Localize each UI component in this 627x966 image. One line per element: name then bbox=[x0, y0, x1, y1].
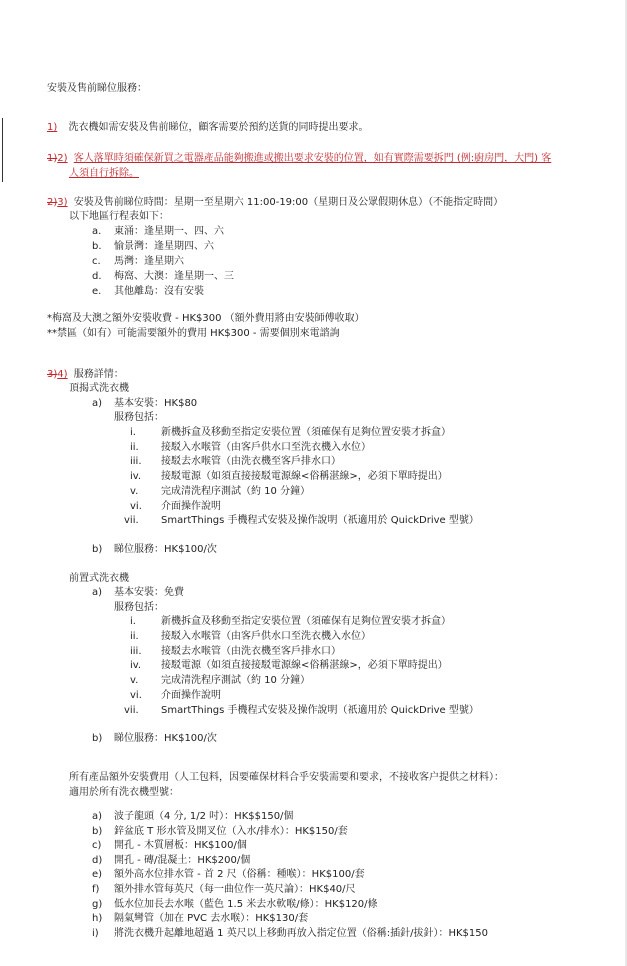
charge-item: 開孔 - 木質層板：HK$100/個 bbox=[114, 840, 247, 851]
schedule-item: 馬灣：逢星期六 bbox=[114, 256, 184, 267]
item-2-new-number: 2) bbox=[57, 153, 68, 164]
item-4-old-number: 3) bbox=[47, 369, 58, 380]
item-3 bbox=[47, 195, 503, 210]
step-text: 新機拆盒及移動至指定安裝位置（須確保有足夠位置安裝才拆盒） bbox=[161, 427, 451, 438]
step-text: 完成清洗程序測試（約 10 分鐘） bbox=[161, 486, 311, 497]
step-text: 接駁電源（如須直接接駁電源線<俗稱湛線>，必須下單時提出） bbox=[161, 660, 448, 671]
top-load-site-visit: 睇位服務：HK$100/次 bbox=[114, 544, 217, 555]
item-3-line1: 安裝及售前睇位時間：星期一至星期六 11:00-19:00（星期日及公眾假期休息）（不能指定時間） bbox=[73, 197, 504, 208]
step-text: 接駁去水喉管（由洗衣機至客戶排水口） bbox=[161, 456, 341, 467]
front-load-title: 前置式洗衣機 bbox=[69, 573, 129, 584]
top-load-b-mark: b) bbox=[92, 544, 103, 555]
schedule-mark: c. bbox=[92, 256, 101, 267]
item-1 bbox=[47, 120, 368, 135]
step-text: 新機拆盒及移動至指定安裝位置（須確保有足夠位置安裝才拆盒） bbox=[161, 616, 451, 627]
front-load-a-mark: a) bbox=[92, 587, 103, 598]
step-text: 完成清洗程序測試（約 10 分鐘） bbox=[161, 675, 311, 686]
charge-mark: i) bbox=[92, 928, 99, 939]
charge-item: 波子龍頭（4 分, 1/2 吋）：HK$$150/個 bbox=[114, 811, 294, 822]
charge-mark: f) bbox=[92, 884, 100, 895]
schedule-item: 其他離島：沒有安裝 bbox=[114, 286, 204, 297]
charge-item: 低水位加長去水喉（藍色 1.5 米去水軟喉/條）：HK$120/條 bbox=[114, 899, 378, 910]
front-load-b-mark: b) bbox=[92, 733, 103, 744]
item-3-old-number: 2) bbox=[47, 197, 58, 208]
schedule-item: 愉景灣：逢星期四、六 bbox=[114, 241, 214, 252]
top-load-title: 頂揭式洗衣機 bbox=[69, 383, 129, 394]
schedule-mark: d. bbox=[92, 271, 102, 282]
top-load-basic-install: 基本安裝：HK$80 bbox=[114, 398, 198, 409]
charge-mark: e) bbox=[92, 869, 103, 880]
charge-item: 將洗衣機升起離地超過 1 英尺以上移動再放入指定位置（俗稱:插針/拔針）：HK$150 bbox=[114, 928, 488, 939]
step-text: SmartThings 手機程式安裝及操作說明（祇適用於 QuickDrive 型號） bbox=[161, 705, 479, 716]
front-load-site-visit: 睇位服務：HK$100/次 bbox=[114, 733, 217, 744]
item-4 bbox=[47, 367, 124, 382]
note-2: **禁區（如有）可能需要額外的費用 HK$300 - 需要個別來電諮詢 bbox=[47, 328, 340, 339]
step-mark: ii. bbox=[130, 442, 139, 453]
schedule-item: 東涌：逢星期一、四、六 bbox=[114, 226, 224, 237]
schedule-mark: b. bbox=[92, 241, 102, 252]
step-mark: vi. bbox=[130, 690, 142, 701]
step-mark: vii. bbox=[124, 515, 139, 526]
step-mark: iv. bbox=[130, 471, 142, 482]
item-2-line2: 人須自行拆除。 bbox=[69, 168, 139, 179]
step-mark: iii. bbox=[130, 646, 142, 657]
extra-charges-scope: 適用於所有洗衣機型號： bbox=[69, 787, 179, 798]
step-mark: v. bbox=[130, 486, 139, 497]
step-mark: vi. bbox=[130, 501, 142, 512]
step-text: 接駁電源（如須直接接駁電源線<俗稱湛線>，必須下單時提出） bbox=[161, 471, 448, 482]
item-3-line2: 以下地區行程表如下： bbox=[69, 211, 169, 222]
step-mark: ii. bbox=[130, 631, 139, 642]
revision-bar bbox=[2, 118, 3, 182]
top-load-includes: 服務包括： bbox=[114, 412, 164, 423]
charge-mark: a) bbox=[92, 811, 103, 822]
step-mark: i. bbox=[130, 616, 136, 627]
charge-item: 額外高水位排水管 - 首 2 尺（俗稱：種喉）：HK$100/套 bbox=[114, 869, 365, 880]
item-3-new-number: 3) bbox=[57, 197, 68, 208]
item-2-old-number: 1) bbox=[47, 153, 58, 164]
front-load-includes: 服務包括： bbox=[114, 602, 164, 613]
top-load-a-mark: a) bbox=[92, 398, 103, 409]
schedule-item: 梅窩、大澳：逢星期一、三 bbox=[114, 271, 234, 282]
item-4-new-number: 4) bbox=[57, 369, 68, 380]
step-text: 接駁去水喉管（由洗衣機至客戶排水口） bbox=[161, 646, 341, 657]
charge-mark: g) bbox=[92, 899, 103, 910]
step-text: 介面操作說明 bbox=[161, 501, 221, 512]
step-mark: v. bbox=[130, 675, 139, 686]
section-title: 安裝及售前睇位服務： bbox=[47, 83, 147, 94]
front-load-basic-install: 基本安裝：免費 bbox=[114, 587, 184, 598]
charge-mark: b) bbox=[92, 826, 103, 837]
charge-mark: h) bbox=[92, 913, 103, 924]
charge-item: 開孔 - 磚/混凝土：HK$200/個 bbox=[114, 855, 251, 866]
extra-charges-intro: 所有產品額外安裝費用（人工包料，因要確保材料合乎安裝需要和要求，不接收客户提供之材料）： bbox=[69, 772, 504, 783]
charge-mark: c) bbox=[92, 840, 102, 851]
step-text: SmartThings 手機程式安裝及操作說明（祇適用於 QuickDrive 型號） bbox=[161, 515, 479, 526]
charge-mark: d) bbox=[92, 855, 103, 866]
step-text: 接駁入水喉管（由客戶供水口至洗衣機入水位） bbox=[161, 442, 371, 453]
step-mark: iv. bbox=[130, 660, 142, 671]
schedule-mark: e. bbox=[92, 286, 102, 297]
step-mark: iii. bbox=[130, 456, 142, 467]
item-2 bbox=[47, 151, 551, 166]
step-mark: i. bbox=[130, 427, 136, 438]
item-2-line1: 客人落單時須確保新買之電器產品能夠搬進或搬出要求安裝的位置，如有實際需要拆門 (例:廚房門，大門) 客 bbox=[73, 153, 552, 164]
item-1-number: 1) bbox=[47, 122, 58, 133]
charge-item: 鋅盆底 T 形水管及開叉位（入水/排水）：HK$150/套 bbox=[114, 826, 348, 837]
note-1: *梅窩及大澳之額外安裝收費 - HK$300 （額外費用將由安裝師傅收取） bbox=[47, 313, 365, 324]
item-1-text: 洗衣機如需安裝及售前睇位，顧客需要於預約送貨的同時提出要求。 bbox=[68, 122, 369, 133]
charge-item: 隔氣彎管（加在 PVC 去水喉）：HK$130/套 bbox=[114, 913, 309, 924]
charge-item: 額外排水管每英尺（每一曲位作一英尺論）：HK$40/尺 bbox=[114, 884, 356, 895]
step-mark: vii. bbox=[124, 705, 139, 716]
schedule-mark: a. bbox=[92, 226, 102, 237]
item-4-label: 服務詳情： bbox=[73, 369, 124, 380]
step-text: 接駁入水喉管（由客戶供水口至洗衣機入水位） bbox=[161, 631, 371, 642]
step-text: 介面操作說明 bbox=[161, 690, 221, 701]
